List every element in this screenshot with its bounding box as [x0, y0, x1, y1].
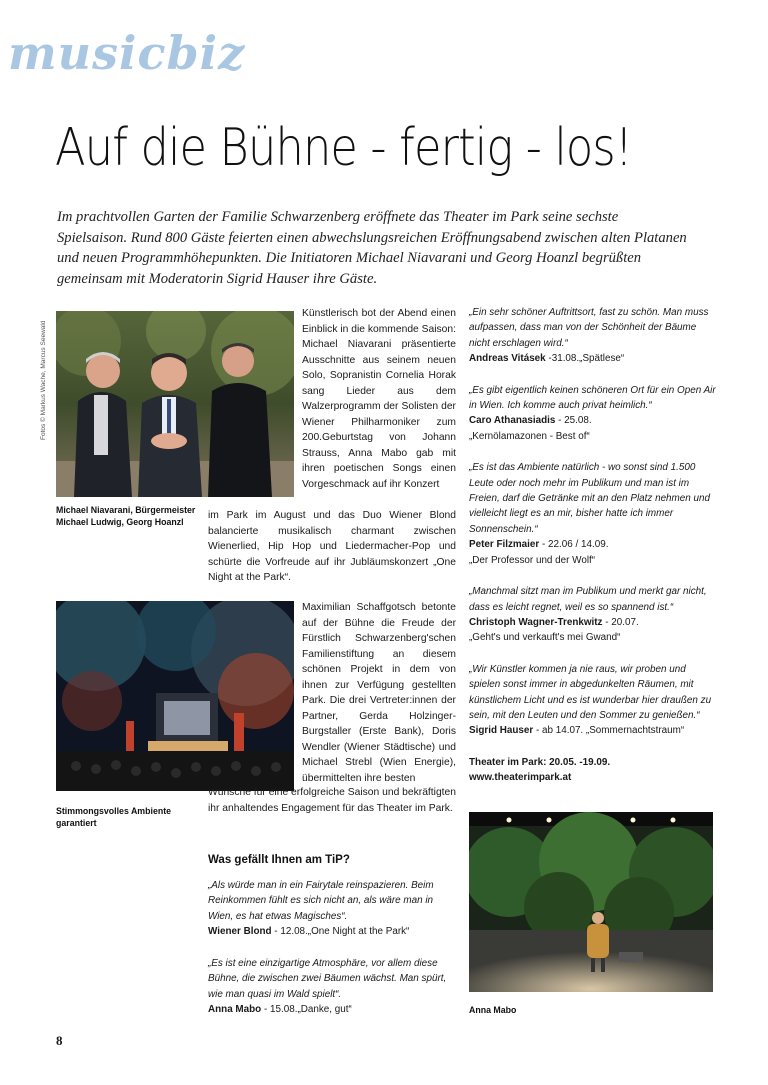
- event-dates: Theater im Park: 20.05. -19.09.: [469, 756, 611, 768]
- quote-author: Peter Filzmaier: [469, 539, 540, 551]
- quote-item: [469, 584, 719, 646]
- quote-extra: „Kernölamazonen - Best of“: [469, 430, 590, 442]
- quote-text: „Wir Künstler kommen ja nie raus, wir proben und spielen sonst immer in abgedunkelten Räumen, mit künstlichem Licht und es ist wunderbar hier draußen zu sein, mit den Leuten und den Sommer zu genießen.“: [469, 663, 712, 721]
- quote-item: [469, 662, 719, 739]
- quote-author: Caro Athanasiadis: [469, 415, 556, 427]
- quote-list: [469, 305, 719, 802]
- quote-item: [469, 305, 719, 367]
- photo-anna-mabo: [469, 812, 713, 992]
- quote-author: Sigrid Hauser: [469, 725, 534, 737]
- quote-author: Anna Mabo: [208, 1004, 262, 1016]
- quote-text: „Manchmal sitzt man im Publikum und merkt gar nicht, dass es leicht regnet, weil es so spannend ist.“: [469, 586, 707, 613]
- quote-detail: -31.08.„Spätlese“: [545, 353, 625, 365]
- quote-item: [469, 460, 719, 568]
- photo-hosts: [56, 311, 294, 497]
- quote-author: Wiener Blond: [208, 926, 272, 938]
- quote-author: Christoph Wagner-Trenkwitz: [469, 616, 603, 628]
- lead-paragraph: Im prachtvollen Garten der Familie Schwarzenberg eröffnete das Theater im Park seine sechste Spielsaison. Rund 800 Gäste feierten einen abwechslungsreichen Eröffnungsabend zwischen alten Platanen und neuen Programmhöhepunkten. Die Initiatoren Michael Niavarani und Georg Hoanzl begrüßten gemeinsam mit Moderatorin Sigrid Hauser ihre Gäste.: [57, 209, 687, 287]
- photo-caption-hosts: Michael Niavarani, Bürgermeister Michael Ludwig, Georg Hoanzl: [56, 505, 196, 527]
- tip-quote-wiener-blond: [208, 878, 458, 940]
- event-info: [469, 755, 719, 786]
- quote-detail: - 20.07.: [602, 616, 639, 628]
- article-paragraph-2a: Maximilian Schaffgotsch betonte auf der Bühne die Freude der Fürstlich Schwarzenberg'schen Familienstiftung an diesem schönen Projekt in dem von ihnen zur Verfügung gestellten Park. Die drei Vertreter:innen der Partner, Gerda Holzinger-Burgstaller (Erste Bank), Doris Wendler (Wiener Städtische) und Michael Strebl (Wien Energie), übermittelten ihre besten: [302, 602, 456, 784]
- quote-author: Andreas Vitásek: [469, 353, 546, 365]
- quote-detail: - 22.06 / 14.09.: [539, 539, 609, 551]
- tip-quote-anna-mabo: [208, 956, 458, 1018]
- headline: Auf die Bühne - fertig - los!: [55, 118, 632, 178]
- quote-text: „Als würde man in ein Fairytale reinspazieren. Beim Reinkommen fühlt es sich nicht an, als wäre man in Wien, es hat etwas Magisches“.: [208, 880, 434, 922]
- page-number: 8: [56, 1033, 63, 1048]
- website-link[interactable]: www.theaterimpark.at: [469, 772, 572, 784]
- quote-detail: - 12.08.„One Night at the Park“: [271, 926, 410, 938]
- magazine-brand: musicbiz: [8, 26, 246, 80]
- photo-stage-night: [56, 601, 294, 791]
- photo-credit: [40, 315, 52, 440]
- quote-extra: „Der Professor und der Wolf“: [469, 554, 596, 566]
- article-paragraph-1a: Künstlerisch bot der Abend einen Einblick in die kommende Saison: Michael Niavarani präsentierte Ausschnitte aus seinem neuen Solo, Sopranistin Cornelia Horak sang Lieder aus dem Walzerprogramm der Solisten der Wiener Philharmoniker zum 200.Geburtstag von Johann Strauss, Anna Mabo gab mit ihren poetischen Songs einen Vorgeschmack auf ihr Konzert: [302, 308, 456, 490]
- photo-caption-anna-mabo: Anna Mabo: [469, 1005, 517, 1015]
- quote-detail: - ab 14.07. „Sommernachtstraum“: [533, 725, 685, 737]
- quote-extra: „Geht's und verkauft's mei Gwand“: [469, 632, 621, 644]
- quote-text: „Es ist eine einzigartige Atmosphäre, vor allem diese Bühne, die zwischen zwei Bäumen wächst. Man spürt, wie man quasi im Wald spielt“.: [208, 958, 447, 1000]
- quote-text: „Ein sehr schöner Auftrittsort, fast zu schön. Man muss aufpassen, dass man von der Schönheit der Bäume nicht erschlagen wird.“: [469, 307, 709, 349]
- quote-text: „Es ist das Ambiente natürlich - wo sonst sind 1.500 Leute oder noch mehr im Publikum und man ist im Freien, darf die Getränke mit an den Platz nehmen und vielleicht liegt es an mir, bisher hatte ich immer Sonnenschein.“: [469, 462, 710, 535]
- article-paragraph-2b: Wünsche für eine erfolgreiche Saison und bekräftigten ihr anhaltendes Engagement für das Theater im Park.: [208, 787, 456, 814]
- quote-text: „Es gibt eigentlich keinen schöneren Ort für ein Open Air in Wien. Ich komme auch privat heimlich.“: [469, 384, 716, 412]
- tip-heading: Was gefällt Ihnen am TiP?: [208, 854, 350, 866]
- quote-detail: - 25.08.: [555, 415, 592, 427]
- article-paragraph-1b: im Park im August und das Duo Wiener Blond balancierte musikalisch charmant zwischen Wienerlied, Hip Hop und Liedermacher-Pop und schürte die Vorfreude auf ihr Jubläumskonzert „One Night at the Park“.: [208, 510, 456, 583]
- photo-caption-ambiente: Stimmongsvolles Ambiente garantiert: [56, 806, 172, 828]
- photo-credit-text: Fotos © Markus Wache, Marcus Seewald: [40, 320, 47, 440]
- quote-item: [469, 383, 719, 445]
- quote-detail: - 15.08.„Danke, gut“: [261, 1004, 352, 1016]
